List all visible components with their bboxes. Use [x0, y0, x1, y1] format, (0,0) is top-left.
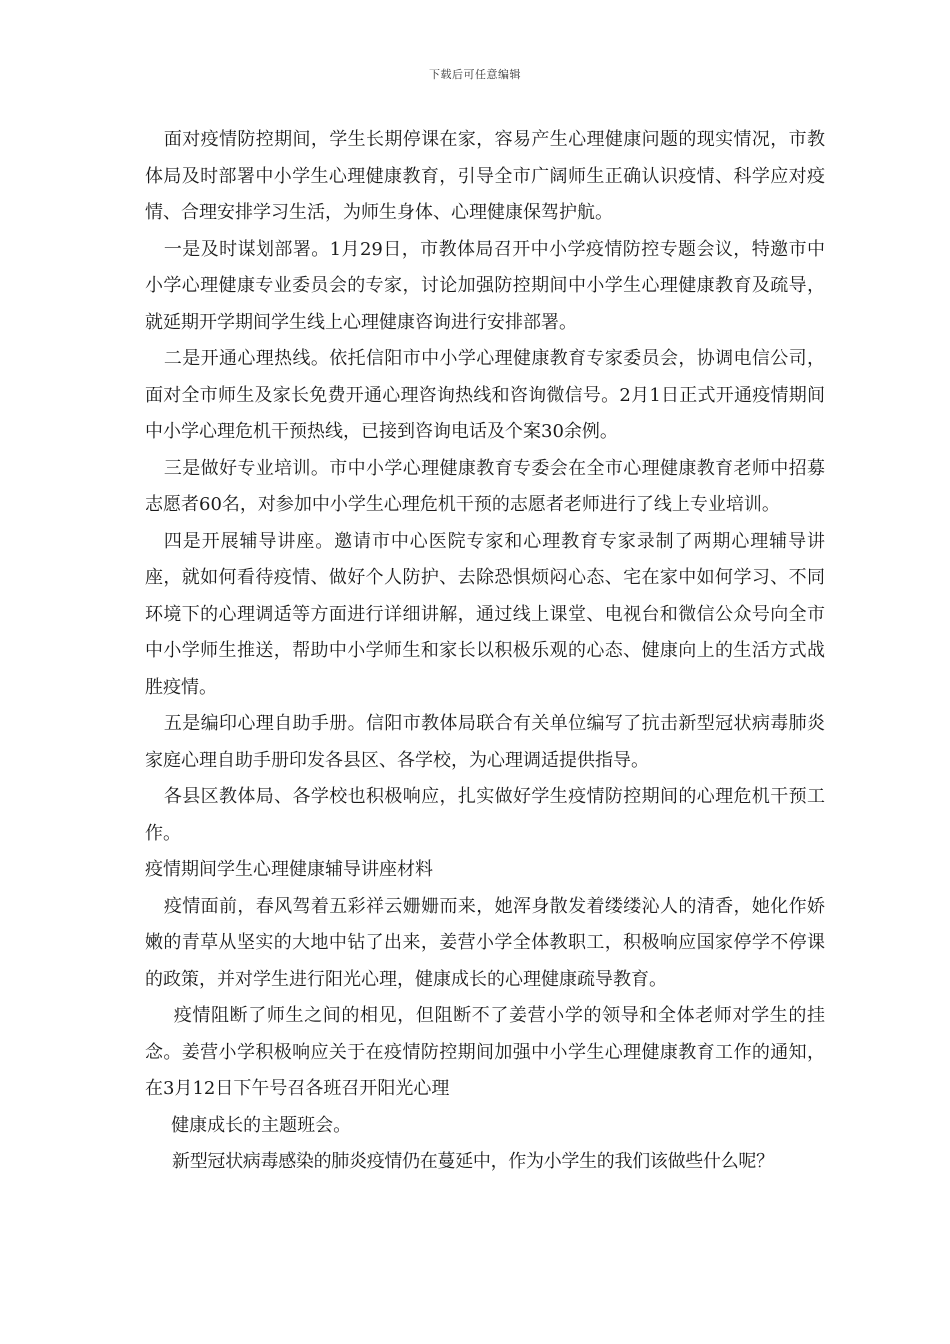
paragraph-item-1: 一是及时谋划部署。1月29日，市教体局召开中小学疫情防控专题会议，特邀市中小学心理健康专业委员会的专家，讨论加强防控期间中小学生心理健康教育及疏导，就延期开学期间学生线上心理健康咨询进行安排部署。 [145, 238, 825, 333]
paragraph-question: 新型冠状病毒感染的肺炎疫情仍在蔓延中，作为小学生的我们该做些什么呢？ [172, 1151, 774, 1172]
document-body [145, 122, 825, 1181]
section-title: 疫情期间学生心理健康辅导讲座材料 [145, 859, 433, 880]
paragraph-item-2: 二是开通心理热线。依托信阳市中小学心理健康教育专家委员会，协调电信公司，面对全市师生及家长免费开通心理咨询热线和咨询微信号。2月1日正式开通疫情期间中小学心理危机干预热线，已接到咨询电话及个案30余例。 [145, 348, 825, 442]
paragraph-concern: 疫情阻断了师生之间的相见，但阻断不了姜营小学的领导和全体老师对学生的挂念。姜营小学积极响应关于在疫情防控期间加强中小学生心理健康教育工作的通知，在3月12日下午号召各班召开阳光心理 [145, 1005, 825, 1099]
page-header-note: 下载后可任意编辑 [429, 68, 521, 81]
paragraph-class-meeting: 健康成长的主题班会。 [171, 1114, 352, 1136]
paragraph-intro: 面对疫情防控期间，学生长期停课在家，容易产生心理健康问题的现实情况，市教体局及时部署中小学生心理健康教育，引导全市广阔师生正确认识疫情、科学应对疫情、合理安排学习生活，为师生身体、心理健康保驾护航。 [145, 129, 825, 223]
paragraph-item-4: 四是开展辅导讲座。邀请市中心医院专家和心理教育专家录制了两期心理辅导讲座，就如何看待疫情、做好个人防护、去除恐惧烦闷心态、宅在家中如何学习、不同环境下的心理调适等方面进行详细讲解，通过线上课堂、电视台和微信公众号向全市中小学师生推送，帮助中小学师生和家长以积极乐观的心态、健康向上的生活方式战胜疫情。 [145, 530, 825, 698]
paragraph-item-5: 五是编印心理自助手册。信阳市教体局联合有关单位编写了抗击新型冠状病毒肺炎家庭心理自助手册印发各县区、各学校，为心理调适提供指导。 [145, 713, 825, 771]
paragraph-item-3: 三是做好专业培训。市中小学心理健康教育专委会在全市心理健康教育老师中招募志愿者60名，对参加中小学生心理危机干预的志愿者老师进行了线上专业培训。 [145, 457, 825, 515]
paragraph-spring: 疫情面前，春风驾着五彩祥云姗姗而来，她浑身散发着缕缕沁人的清香，她化作娇嫩的青草从坚实的大地中钻了出来，姜营小学全体教职工，积极响应国家停学不停课的政策，并对学生进行阳光心理，健康成长的心理健康疏导教育。 [145, 895, 825, 990]
paragraph-county-response: 各县区教体局、各学校也积极响应，扎实做好学生疫情防控期间的心理危机干预工作。 [145, 786, 825, 844]
